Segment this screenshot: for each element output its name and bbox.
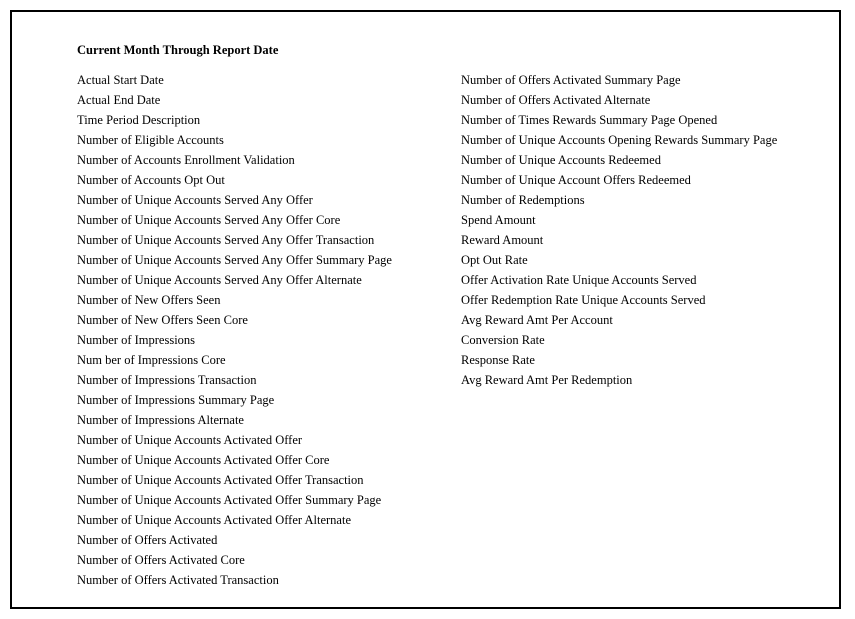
field-item: Number of Unique Accounts Served Any Offer Transaction [77, 233, 375, 247]
field-item: Number of Offers Activated Core [77, 553, 245, 567]
field-item: Number of Unique Accounts Activated Offer [77, 433, 303, 447]
field-item: Number of Accounts Enrollment Validation [77, 153, 295, 167]
field-item: Number of Unique Accounts Served Any Offer [77, 193, 313, 207]
field-item: Number of Unique Accounts Activated Offer Core [77, 453, 330, 467]
field-item: Conversion Rate [461, 333, 545, 347]
field-item: Number of New Offers Seen [77, 293, 221, 307]
field-item: Number of Unique Accounts Activated Offer Alternate [77, 513, 351, 527]
field-item: Number of Unique Accounts Served Any Offer Core [77, 213, 341, 227]
field-item: Number of Accounts Opt Out [77, 173, 225, 187]
field-item: Opt Out Rate [461, 253, 528, 267]
field-item: Number of Eligible Accounts [77, 133, 224, 147]
field-item: Actual Start Date [77, 73, 164, 87]
field-item: Number of Unique Accounts Served Any Offer Summary Page [77, 253, 392, 267]
field-item: Number of Unique Accounts Redeemed [461, 153, 661, 167]
field-item: Number of Unique Accounts Activated Offer Summary Page [77, 493, 382, 507]
field-item: Time Period Description [77, 113, 201, 127]
field-item: Number of Offers Activated Summary Page [461, 73, 681, 87]
field-item: Number of Impressions Summary Page [77, 393, 275, 407]
field-item: Number of Impressions Alternate [77, 413, 244, 427]
field-item: Number of Unique Accounts Activated Offer Transaction [77, 473, 364, 487]
field-item: Avg Reward Amt Per Account [461, 313, 613, 327]
field-item: Number of New Offers Seen Core [77, 313, 248, 327]
field-item: Number of Unique Accounts Served Any Offer Alternate [77, 273, 362, 287]
field-item: Offer Redemption Rate Unique Accounts Served [461, 293, 706, 307]
field-item: Reward Amount [461, 233, 544, 247]
field-item: Number of Unique Account Offers Redeemed [461, 173, 691, 187]
right-field-list [461, 72, 777, 392]
field-item: Number of Offers Activated Alternate [461, 93, 651, 107]
field-item: Number of Unique Accounts Opening Rewards Summary Page [461, 133, 778, 147]
left-field-list [77, 72, 392, 592]
field-item: Response Rate [461, 353, 535, 367]
field-item: Spend Amount [461, 213, 536, 227]
report-heading: Current Month Through Report Date [77, 43, 279, 57]
field-item: Avg Reward Amt Per Redemption [461, 373, 633, 387]
field-item: Actual End Date [77, 93, 161, 107]
field-item: Number of Offers Activated Transaction [77, 573, 279, 587]
field-item: Num ber of Impressions Core [77, 353, 226, 367]
field-item: Number of Times Rewards Summary Page Opened [461, 113, 718, 127]
field-item: Number of Redemptions [461, 193, 585, 207]
field-item: Number of Impressions [77, 333, 196, 347]
field-item: Number of Offers Activated [77, 533, 218, 547]
field-item: Number of Impressions Transaction [77, 373, 257, 387]
field-item: Offer Activation Rate Unique Accounts Served [461, 273, 697, 287]
